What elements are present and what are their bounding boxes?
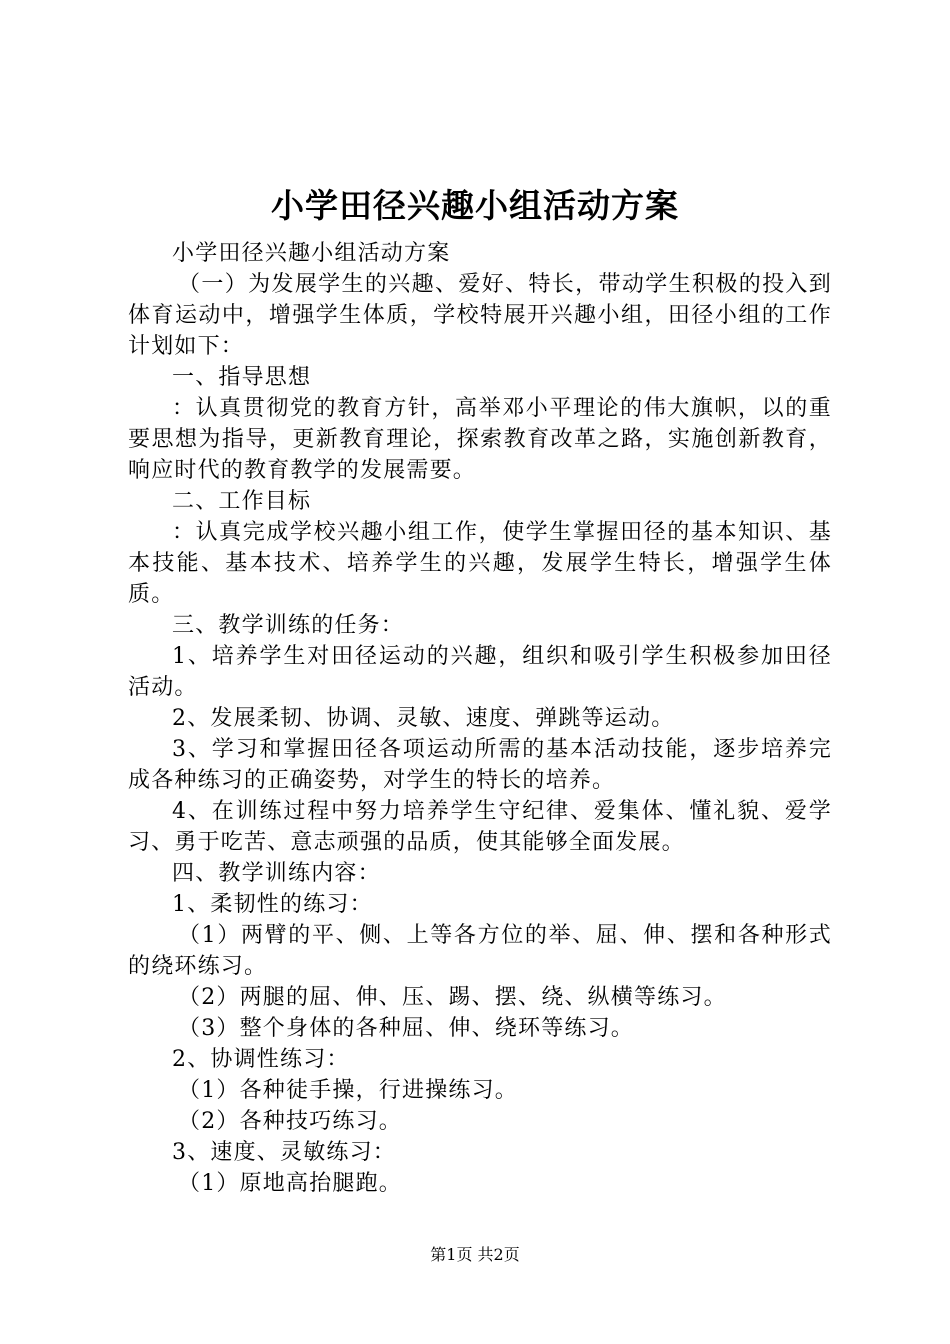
heading-guiding-ideology: 一、指导思想: [172, 365, 312, 390]
paragraph-subtitle: 小学田径兴趣小组活动方案: [172, 241, 451, 266]
heading-training-content: 四、教学训练内容：: [172, 861, 381, 886]
paragraph-guiding-ideology: ：认真贯彻党的教育方针，高举邓小平理论的伟大旗帜，以的重要思想为指导，更新教育理论，探索教育改革之路，实施创新教育，响应时代的教育教学的发展需要。: [128, 396, 832, 483]
subheading-coordination: 2、协调性练习：: [172, 1047, 350, 1072]
document-body: [128, 238, 832, 1199]
heading-work-goals: 二、工作目标: [172, 489, 312, 514]
list-item-coordination-1: （1）各种徒手操，行进操练习。: [178, 1078, 518, 1103]
heading-training-tasks: 三、教学训练的任务：: [172, 613, 405, 638]
list-item-coordination-2: （2）各种技巧练习。: [178, 1109, 402, 1134]
list-item-task-1: 1、培养学生对田径运动的兴趣，组织和吸引学生积极参加田径活动。: [128, 644, 832, 700]
list-item-flexibility-3: （3）整个身体的各种屈、伸、绕环等练习。: [178, 1016, 634, 1041]
list-item-flexibility-1: （1）两臂的平、侧、上等各方位的举、屈、伸、摆和各种形式的绕环练习。: [128, 923, 832, 979]
list-item-task-4: 4、在训练过程中努力培养学生守纪律、爱集体、懂礼貌、爱学习、勇于吃苦、意志顽强的品质，使其能够全面发展。: [128, 799, 832, 855]
list-item-task-3: 3、学习和掌握田径各项运动所需的基本活动技能，逐步培养完成各种练习的正确姿势，对学生的特长的培养。: [128, 737, 832, 793]
paragraph-intro: （一）为发展学生的兴趣、爱好、特长，带动学生积极的投入到体育运动中，增强学生体质，学校特展开兴趣小组，田径小组的工作计划如下：: [128, 272, 832, 359]
document-title: 小学田径兴趣小组活动方案: [271, 186, 679, 225]
list-item-task-2: 2、发展柔韧、协调、灵敏、速度、弹跳等运动。: [172, 706, 675, 731]
list-item-speed-1: （1）原地高抬腿跑。: [178, 1171, 402, 1196]
subheading-flexibility: 1、柔韧性的练习：: [172, 892, 373, 917]
subheading-speed-agility: 3、速度、灵敏练习：: [172, 1140, 396, 1165]
list-item-flexibility-2: （2）两腿的屈、伸、压、踢、摆、绕、纵横等练习。: [178, 985, 727, 1010]
paragraph-work-goals: ：认真完成学校兴趣小组工作，使学生掌握田径的基本知识、基本技能、基本技术、培养学生的兴趣，发展学生特长，增强学生体质。: [128, 520, 832, 607]
page-footer: 第1页 共2页: [430, 1245, 520, 1264]
